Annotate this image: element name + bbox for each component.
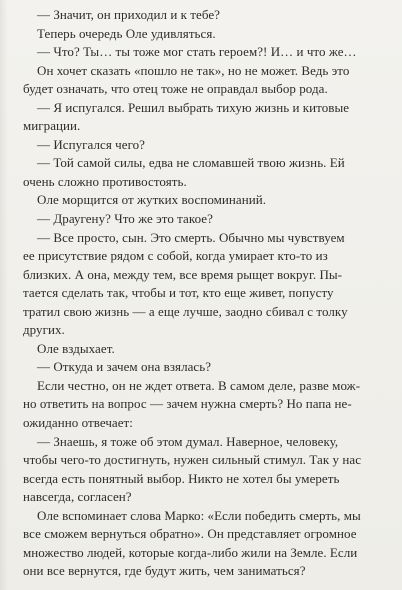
text-line: — Все просто, сын. Это смерть. Обычно мы чувствуем bbox=[37, 229, 345, 245]
text-line: Оле вспоминает слова Марко: «Если победить смерть, мы bbox=[37, 507, 361, 523]
text-line: очень сложно противостоять. bbox=[23, 173, 187, 189]
text-line: чтобы чего-то достигнуть, нужен сильный стимул. Так у нас bbox=[23, 452, 362, 468]
text-line: — Что? Ты… ты тоже мог стать героем?! И… и что же… bbox=[37, 44, 357, 60]
text-line: — Драугену? Что же это такое? bbox=[37, 211, 213, 227]
text-line: ожиданно отвечает: bbox=[23, 415, 133, 431]
text-line: миграции. bbox=[23, 118, 81, 134]
text-line: тратил свою жизнь — а еще лучше, заодно сбивал с толку bbox=[23, 303, 348, 319]
text-line: — Я испугался. Решил выбрать тихую жизнь и китовые bbox=[37, 99, 350, 115]
text-line: Если честно, он не ждет ответа. В самом деле, разве мож- bbox=[37, 377, 361, 393]
text-line: но ответить на вопрос — зачем нужна смерть? Но папа не- bbox=[23, 396, 352, 412]
text-line: — Испугался чего? bbox=[37, 136, 146, 152]
page-text bbox=[23, 6, 389, 581]
text-line: близких. А она, между тем, все время рыщет вокруг. Пы- bbox=[23, 266, 343, 282]
text-line: — Знаешь, я тоже об этом думал. Наверное, человеку, bbox=[37, 433, 339, 449]
text-line: — Той самой силы, едва не сломавшей твою жизнь. Ей bbox=[37, 155, 345, 171]
text-line: других. bbox=[23, 322, 65, 338]
text-line: Теперь очередь Оле удивляться. bbox=[37, 25, 216, 41]
text-line: тается сделать так, чтобы и тот, кто еще живет, попусту bbox=[23, 285, 334, 301]
page-gutter-shadow bbox=[0, 0, 8, 590]
text-line: ее присутствие рядом с собой, когда умирает кто-то из bbox=[23, 248, 328, 264]
text-line: Оле вздыхает. bbox=[37, 340, 115, 356]
text-line: все сможем вернуться обратно». Он представляет огромное bbox=[23, 526, 357, 542]
text-line: Оле морщится от жутких воспоминаний. bbox=[37, 192, 267, 208]
text-line: множество людей, которые когда-либо жили на Земле. Если bbox=[23, 544, 358, 560]
text-line: будет означать, что отец тоже не оправдал выбор рода. bbox=[23, 81, 328, 97]
text-line: всегда есть понятный выбор. Никто не хотел бы умереть bbox=[23, 470, 340, 486]
text-line: — Значит, он приходил и к тебе? bbox=[37, 7, 220, 22]
text-line: они все вернутся, где будут жить, чем заниматься? bbox=[23, 563, 306, 579]
text-line: навсегда, согласен? bbox=[23, 489, 132, 505]
text-line: Он хочет сказать «пошло не так», но не может. Ведь это bbox=[37, 62, 350, 78]
text-line: — Откуда и зачем она взялась? bbox=[37, 359, 212, 375]
